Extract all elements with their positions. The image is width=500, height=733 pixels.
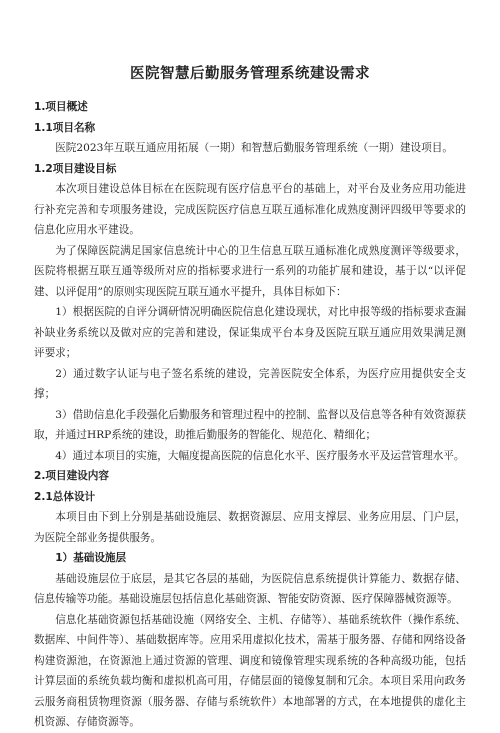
paragraph-project-name: 医院2023年互联互通应用拓展（一期）和智慧后勤服务管理系统（一期）建设项目。 xyxy=(55,142,453,154)
subheading-infrastructure: 1）基础设施层 xyxy=(55,552,127,564)
paragraph-infra-2: 信息化基础资源包括基础设施（网络安全、主机、存储等）、基础系统软件（操作系统、数据库、中间件等）、基础数据库等。应用采用虚拟化技术，需基于服务器、存储和网络设备构建资源池，在资源池上通过资源的管理、调度和镜像管理实现系统的各种高级功能，包括计算层面的系统负载均衡和虚拟机高可用，存储层面的镜像复制和冗余。本项目采用向政务云服务商租赁物理资源（服务器、存储与系统软件）本地部署的方式，在本地提供的虚化主机资源、存储资源等。 xyxy=(34,613,466,728)
section-heading-1-1: 1.1项目名称 xyxy=(34,121,96,134)
section-heading-1: 1.项目概述 xyxy=(34,101,88,113)
paragraph-goal-item-4: 4）通过本项目的实施，大幅度提高医院的信息化水平、医疗服务水平及运营管理水平。 xyxy=(55,449,465,462)
paragraph-infra-1: 基础设施层位于底层，是其它各层的基础，为医院信息系统提供计算能力、数据存储、信息传输等功能。基础设施层包括信息化基础资源、智能安防资源、医疗保障器械资源等。 xyxy=(34,572,466,605)
section-heading-1-2: 1.2项目建设目标 xyxy=(34,162,117,175)
section-heading-2-1: 2.1总体设计 xyxy=(34,490,96,503)
document-title: 医院智慧后勤服务管理系统建设需求 xyxy=(130,65,370,82)
paragraph-goal-1: 本次项目建设总体目标在在医院现有医疗信息平台的基础上，对平台及业务应用功能进行补充完善和专项服务建设，完成医院医疗信息互联互通标准化成熟度测评四级甲等要求的信息化应用水平建设。 xyxy=(34,183,466,236)
paragraph-goal-item-2: 2）通过数字认证与电子签名系统的建设，完善医院安全体系，为医疗应用提供安全支撑； xyxy=(34,367,466,400)
paragraph-goal-item-1: 1）根据医院的自评分调研情况明确医院信息化建设现状，对比申报等级的指标要求查漏补缺业务系统以及做对应的完善和建设，保证集成平台本身及医院互联互通应用效果满足测评要求； xyxy=(34,306,466,359)
paragraph-design: 本项目由下到上分别是基础设施层、数据资源层、应用支撑层、业务应用层、门户层，为医院全部业务提供服务。 xyxy=(34,511,466,544)
section-heading-2: 2.项目建设内容 xyxy=(34,470,109,482)
paragraph-goal-2: 为了保障医院满足国家信息统计中心的卫生信息互联互通标准化成熟度测评等级要求，医院将根据互联互通等级所对应的指标要求进行一系列的功能扩展和建设，基于以“以评促建、以评促用”的原则实现医院互联互通水平提升，具体目标如下： xyxy=(34,244,466,298)
paragraph-goal-item-3: 3）借助信息化手段强化后勤服务和管理过程中的控制、监督以及信息等各种有效资源获取，并通过HRP系统的建设，助推后勤服务的智能化、规范化、精细化； xyxy=(34,408,466,441)
